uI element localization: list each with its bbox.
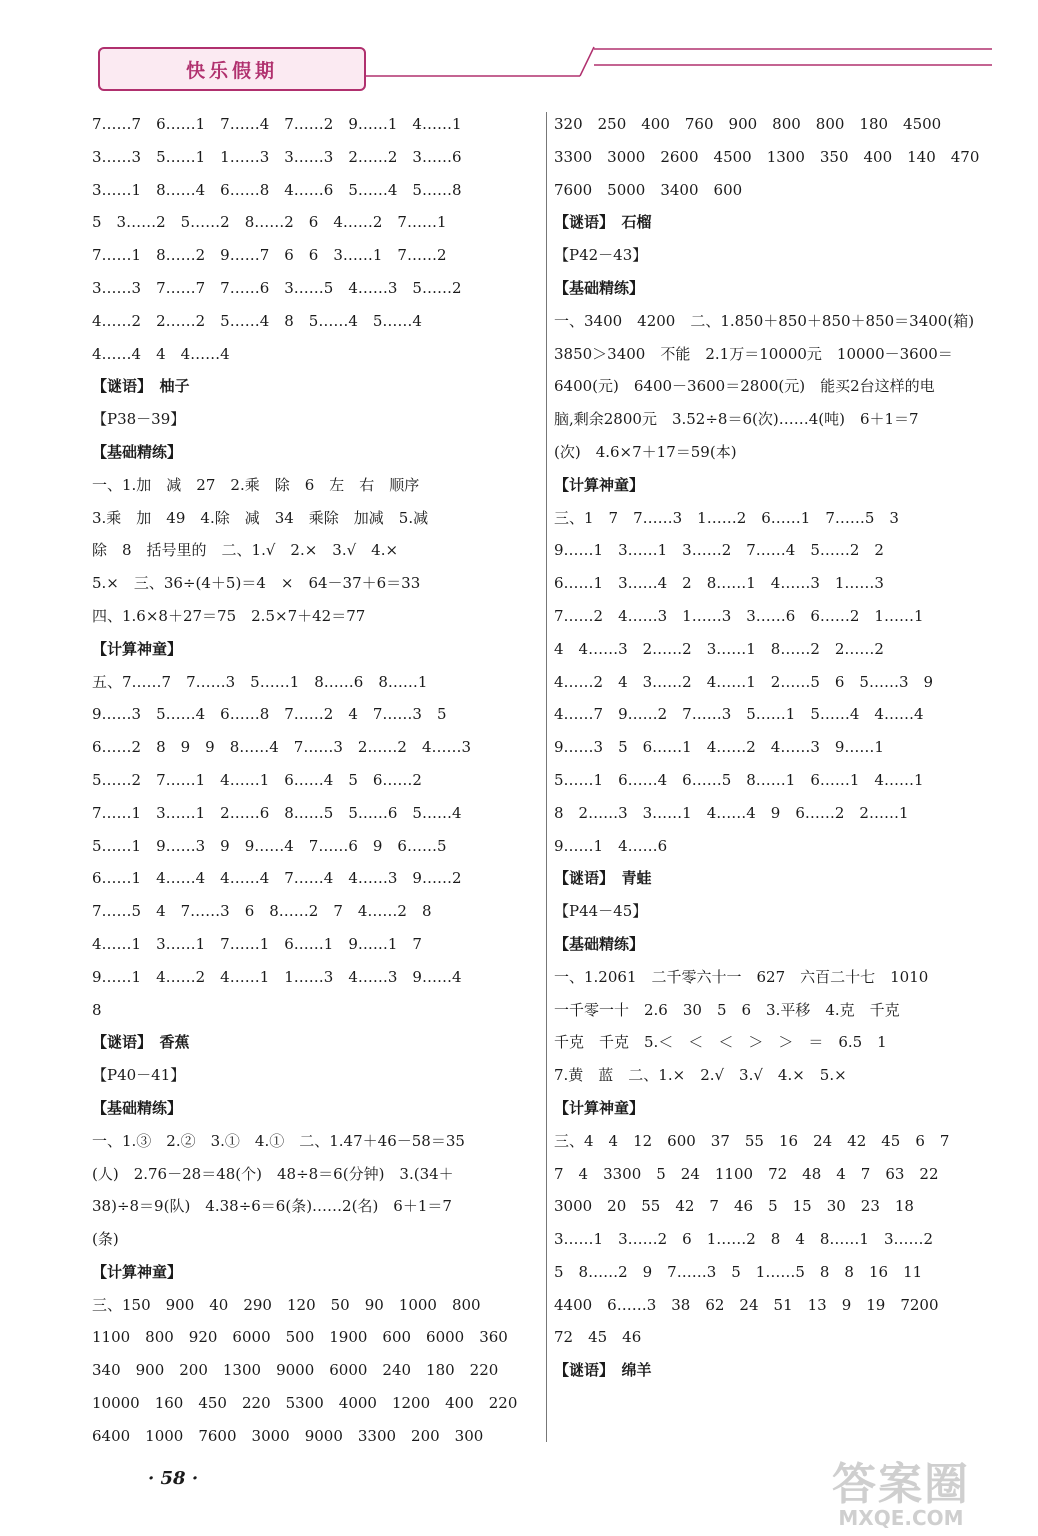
answer-line: 三、4 4 12 600 37 55 16 24 42 45 6 7 — [554, 1131, 950, 1150]
answer-line: 4……1 3……1 7……1 6……1 9……1 7 — [92, 934, 422, 953]
answer-line: 8 2……3 3……1 4……4 9 6……2 2……1 — [554, 803, 909, 822]
answer-line: 4 4……3 2……2 3……1 8……2 2……2 — [554, 639, 884, 658]
answer-line: 7600 5000 3400 600 — [554, 180, 743, 199]
answer-line: 【P42－43】 — [554, 246, 648, 265]
answer-line: 一千零一十 2.6 30 5 6 3.平移 4.克 千克 — [554, 1000, 900, 1019]
answer-line: 三、150 900 40 290 120 50 90 1000 800 — [92, 1295, 481, 1314]
answer-line: 【谜语】 香蕉 — [92, 1033, 190, 1052]
answer-line: 6400 1000 7600 3000 9000 3300 200 300 — [92, 1426, 484, 1445]
answer-line: 3……1 8……4 6……8 4……6 5……4 5……8 — [92, 180, 462, 199]
left-column — [92, 108, 544, 1453]
answer-line: 7……2 4……3 1……3 3……6 6……2 1……1 — [554, 606, 924, 625]
answer-line: 5……2 7……1 4……1 6……4 5 6……2 — [92, 770, 422, 789]
answer-line: 7 4 3300 5 24 1100 72 48 4 7 63 22 — [554, 1164, 939, 1183]
answer-line: 三、1 7 7……3 1……2 6……1 7……5 3 — [554, 508, 899, 527]
watermark — [832, 1448, 970, 1530]
answer-line: 4……4 4 4……4 — [92, 344, 230, 363]
answer-line: 【P44－45】 — [554, 902, 648, 921]
answer-line: 10000 160 450 220 5300 4000 1200 400 220 — [92, 1394, 518, 1413]
answer-line: 【基础精练】 — [92, 1098, 183, 1117]
answer-line: 3……3 7……7 7……6 3……5 4……3 5……2 — [92, 278, 462, 297]
answer-line: 3……3 5……1 1……3 3……3 2……2 3……6 — [92, 147, 462, 166]
answer-line: 7……1 3……1 2……6 8……5 5……6 5……4 — [92, 803, 462, 822]
watermark-logo: 答案圈 — [832, 1459, 970, 1510]
answer-line: 【基础精练】 — [554, 278, 645, 297]
answer-line: 【计算神童】 — [554, 1098, 645, 1117]
answer-line: 38)÷8＝9(队) 4.38÷6＝6(条)……2(名) 6＋1＝7 — [92, 1197, 452, 1216]
answer-line: 5.× 三、36÷(4＋5)＝4 × 64－37＋6＝33 — [92, 574, 421, 593]
answer-line: 3……1 3……2 6 1……2 8 4 8……1 3……2 — [554, 1230, 934, 1249]
answer-line: 【谜语】 绵羊 — [554, 1361, 652, 1380]
answer-line: 9……3 5……4 6……8 7……2 4 7……3 5 — [92, 705, 447, 724]
answer-line: 7……7 6……1 7……4 7……2 9……1 4……1 — [92, 115, 462, 133]
answer-line: 320 250 400 760 900 800 800 180 4500 — [554, 115, 942, 133]
page-number: · 58 · — [148, 1468, 199, 1489]
answer-line: 一、1.③ 2.② 3.① 4.① 二、1.47＋46－58＝35 — [92, 1131, 465, 1150]
answer-line: 3.乘 加 49 4.除 减 34 乘除 加减 5.减 — [92, 508, 429, 527]
answer-line: 【谜语】 石榴 — [554, 213, 652, 232]
answer-line: 1100 800 920 6000 500 1900 600 6000 360 — [92, 1328, 508, 1347]
header-rule-slant — [580, 47, 594, 76]
answer-line: 【计算神童】 — [92, 639, 183, 658]
right-column — [554, 108, 1004, 1387]
answer-line: 【基础精练】 — [92, 442, 183, 461]
answer-line: 7.黄 蓝 二、1.× 2.√ 3.√ 4.× 5.× — [554, 1066, 847, 1085]
answer-line: 7……5 4 7……3 6 8……2 7 4……2 8 — [92, 902, 432, 921]
answer-line: 7……1 8……2 9……7 6 6 3……1 7……2 — [92, 246, 447, 265]
answer-line: (条) — [92, 1230, 119, 1249]
answer-line: 6……1 3……4 2 8……1 4……3 1……3 — [554, 574, 884, 593]
answer-line: 四、1.6×8＋27＝75 2.5×7＋42＝77 — [92, 606, 366, 625]
answer-line: 5 3……2 5……2 8……2 6 4……2 7……1 — [92, 213, 447, 232]
answer-line: 340 900 200 1300 9000 6000 240 180 220 — [92, 1361, 499, 1380]
answer-line: 【P40－41】 — [92, 1066, 186, 1085]
answer-line: 8 — [92, 1000, 102, 1019]
column-divider — [546, 112, 547, 1442]
answer-line: (次) 4.6×7＋17＝59(本) — [554, 442, 737, 461]
answer-line: 6……2 8 9 9 8……4 7……3 2……2 4……3 — [92, 738, 472, 757]
answer-line: 一、1.2061 二千零六十一 627 六百二十七 1010 — [554, 967, 929, 986]
answer-line: 3300 3000 2600 4500 1300 350 400 140 470 — [554, 147, 980, 166]
answer-line: 一、3400 4200 二、1.850＋850＋850＋850＝3400(箱) — [554, 311, 975, 330]
answer-line: 3000 20 55 42 7 46 5 15 30 23 18 — [554, 1197, 914, 1216]
answer-line: 千克 千克 5.＜ ＜ ＜ ＞ ＞ ＝ 6.5 1 — [554, 1033, 887, 1052]
answer-line: 【谜语】 青蛙 — [554, 869, 652, 888]
answer-line: 4400 6……3 38 62 24 51 13 9 19 7200 — [554, 1295, 939, 1314]
answer-line: 5……1 6……4 6……5 8……1 6……1 4……1 — [554, 770, 924, 789]
answer-line: 9……1 4……2 4……1 1……3 4……3 9……4 — [92, 967, 462, 986]
answer-line: 5 8……2 9 7……3 5 1……5 8 8 16 11 — [554, 1262, 923, 1281]
watermark-url: MXQE.COM — [838, 1506, 964, 1530]
answer-line: 【谜语】 柚子 — [92, 377, 190, 396]
answer-line: 6……1 4……4 4……4 7……4 4……3 9……2 — [92, 869, 462, 888]
answer-line: 脑,剩余2800元 3.52÷8＝6(次)……4(吨) 6＋1＝7 — [554, 410, 919, 429]
answer-line: 【计算神童】 — [554, 475, 645, 494]
answer-line: 除 8 括号里的 二、1.√ 2.× 3.√ 4.× — [92, 541, 399, 560]
answer-line: 72 45 46 — [554, 1328, 642, 1347]
answer-line: (人) 2.76－28＝48(个) 48÷8＝6(分钟) 3.(34＋ — [92, 1164, 454, 1183]
header-rule — [0, 0, 1038, 90]
answer-line: 【基础精练】 — [554, 934, 645, 953]
answer-line: 3850＞3400 不能 2.1万＝10000元 10000－3600＝ — [554, 344, 953, 363]
answer-line: 9……1 3……1 3……2 7……4 5……2 2 — [554, 541, 884, 560]
answer-line: 4……7 9……2 7……3 5……1 5……4 4……4 — [554, 705, 924, 724]
answer-line: 9……1 4……6 — [554, 836, 668, 855]
answer-line: 4……2 4 3……2 4……1 2……5 6 5……3 9 — [554, 672, 934, 691]
answer-line: 【计算神童】 — [92, 1262, 183, 1281]
answer-line: 5……1 9……3 9 9……4 7……6 9 6……5 — [92, 836, 447, 855]
answer-line: 五、7……7 7……3 5……1 8……6 8……1 — [92, 672, 428, 691]
answer-line: 6400(元) 6400－3600＝2800(元) 能买2台这样的电 — [554, 377, 935, 396]
answer-line: 【P38－39】 — [92, 410, 186, 429]
header-title: 快乐假期 — [185, 59, 278, 82]
answer-line: 4……2 2……2 5……4 8 5……4 5……4 — [92, 311, 422, 330]
answer-line: 9……3 5 6……1 4……2 4……3 9……1 — [554, 738, 884, 757]
answer-line: 一、1.加 减 27 2.乘 除 6 左 右 顺序 — [92, 475, 420, 494]
